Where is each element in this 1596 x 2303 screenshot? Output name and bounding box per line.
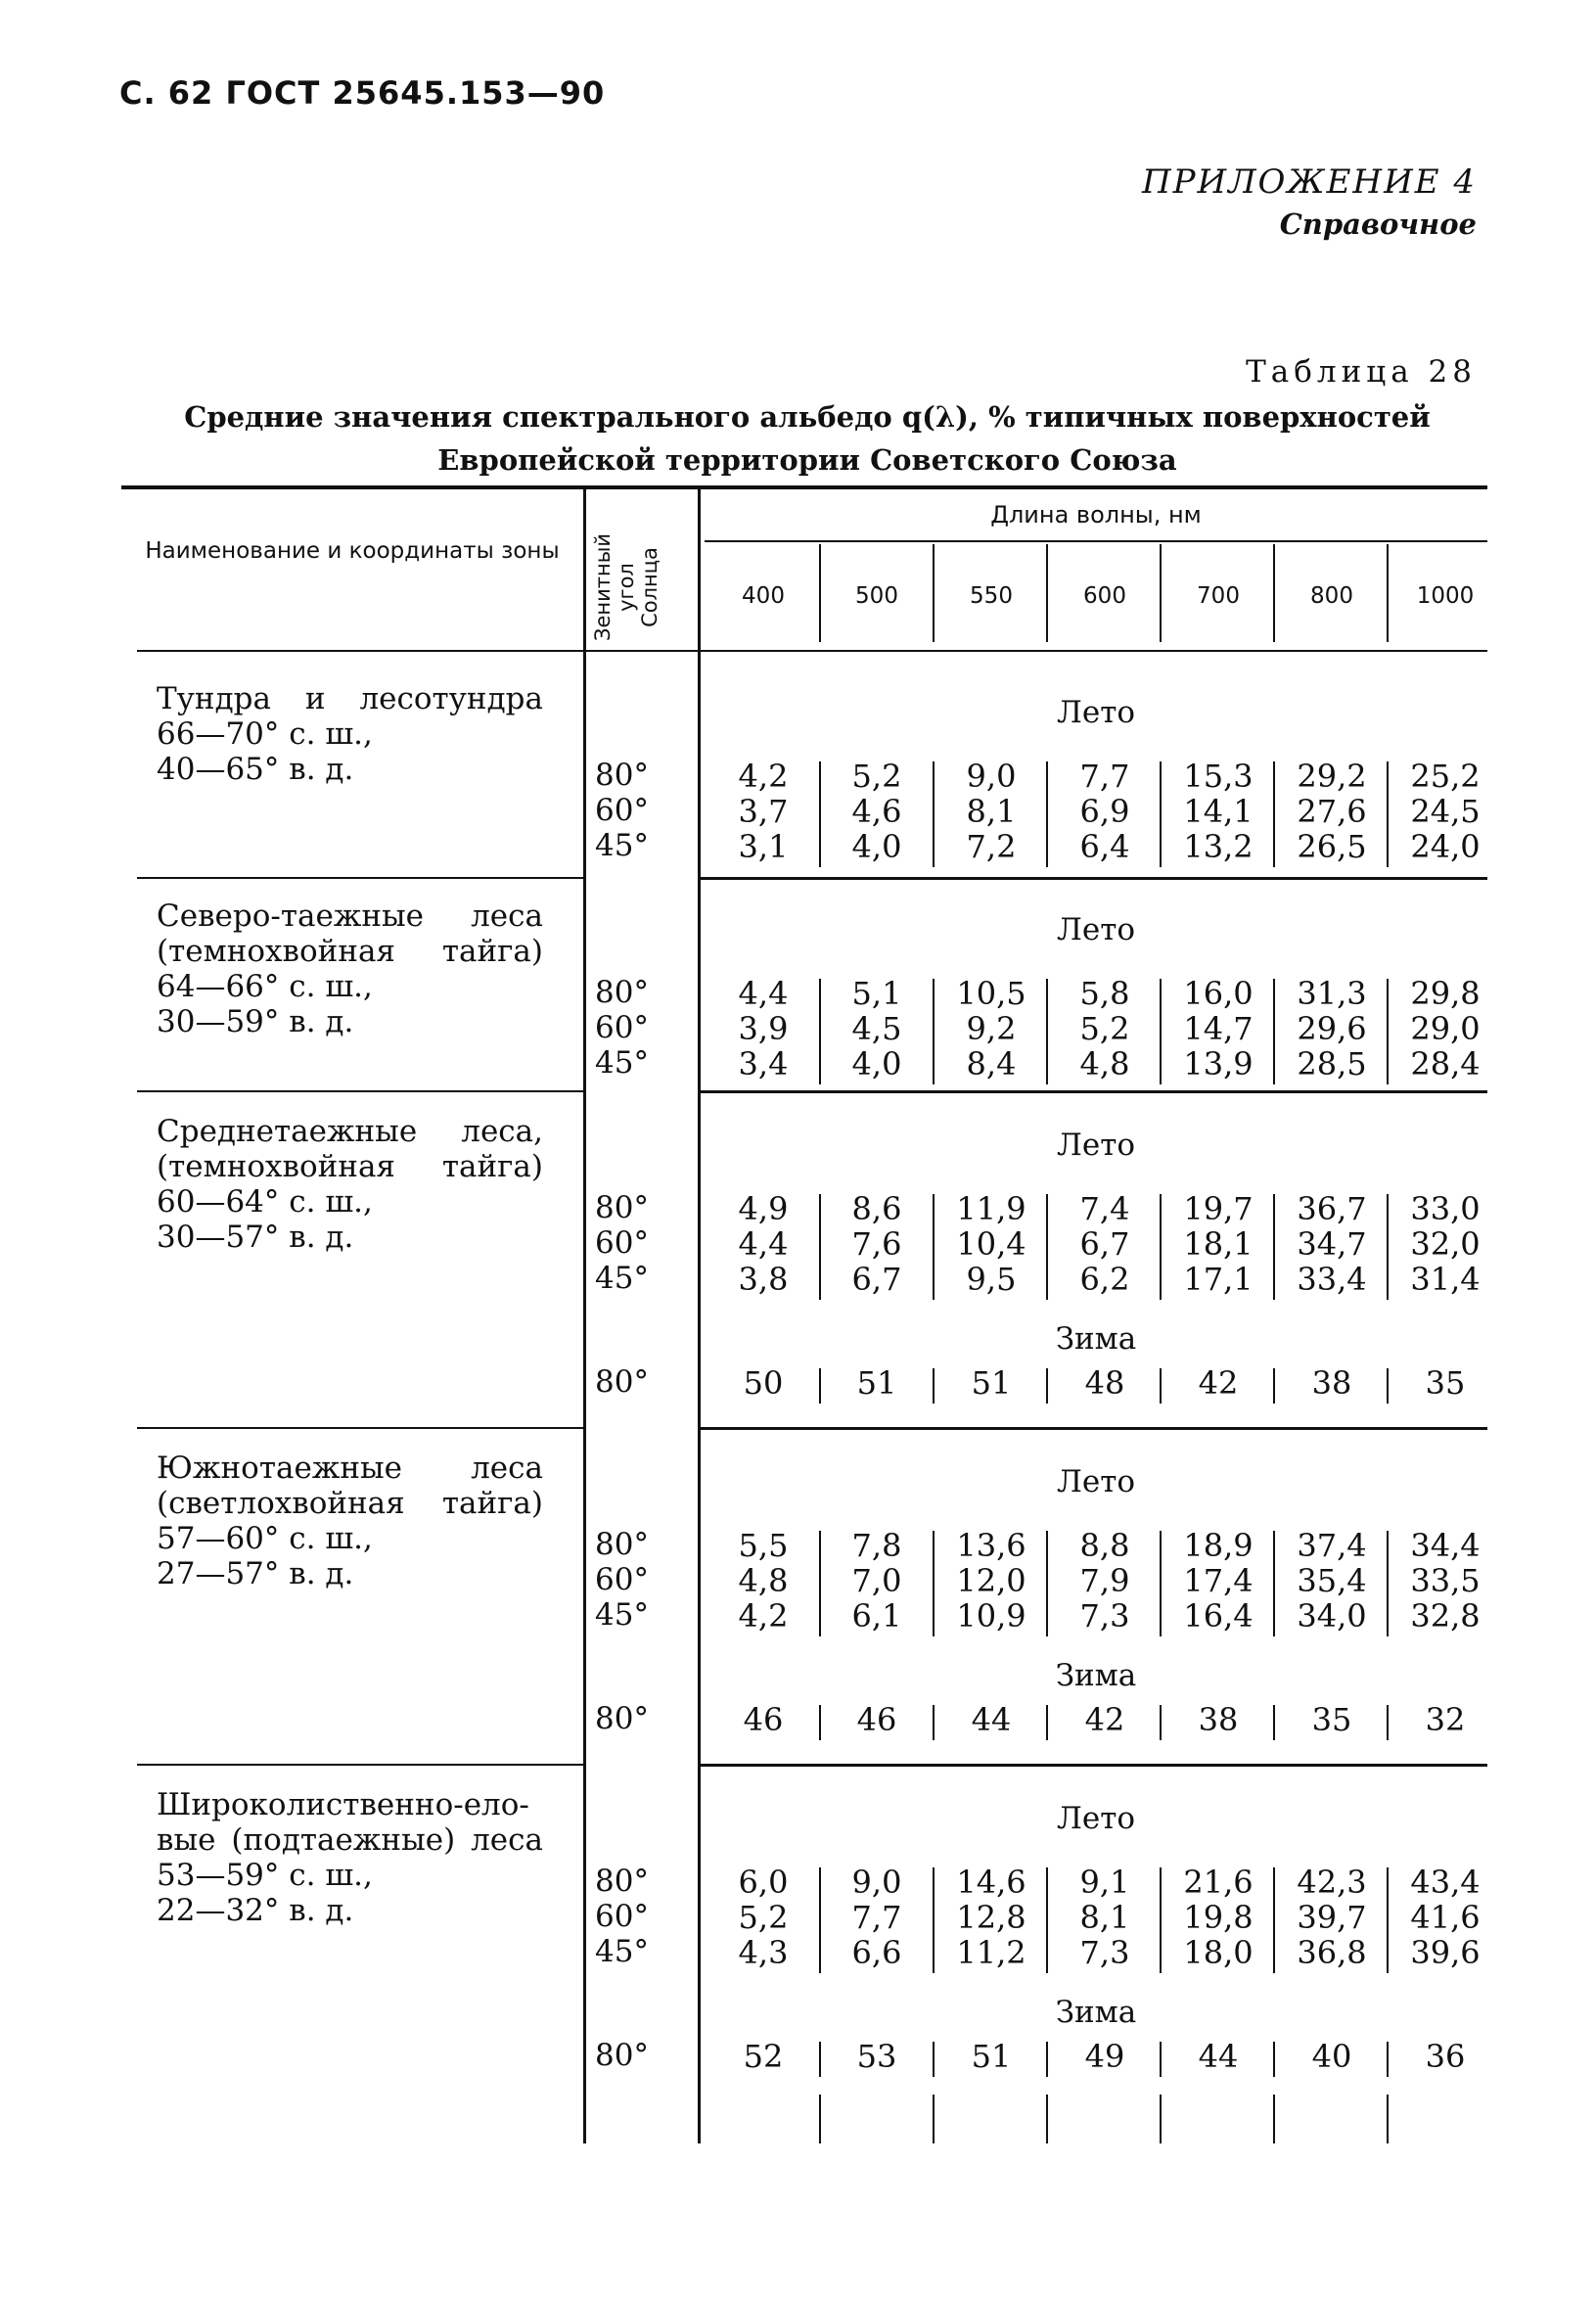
albedo-value: 13,2: [1183, 828, 1254, 865]
wavelength-header-separator: [933, 544, 935, 642]
albedo-value: 24,5: [1410, 793, 1481, 830]
albedo-value: 6,6: [851, 1934, 902, 1971]
zone-name-line: 30—59° в. д.: [157, 1004, 354, 1039]
albedo-value: 6,4: [1079, 828, 1130, 865]
zenith-angle: 80°: [595, 758, 649, 793]
albedo-value: 37,4: [1297, 1527, 1367, 1564]
albedo-value: 33,5: [1410, 1562, 1481, 1599]
zenith-angle: 45°: [595, 828, 649, 863]
albedo-value: 44: [971, 1701, 1012, 1738]
albedo-value: 46: [856, 1701, 897, 1738]
albedo-value: 6,7: [851, 1261, 902, 1298]
zone-name-line: Широколиственно-ело-: [157, 1787, 529, 1822]
albedo-value: 16,4: [1183, 1597, 1254, 1635]
albedo-value: 3,4: [738, 1045, 789, 1082]
albedo-value: 52: [743, 2038, 784, 2075]
albedo-value: 6,0: [738, 1864, 789, 1901]
albedo-value: 32,0: [1410, 1225, 1481, 1263]
albedo-value: 31,4: [1410, 1261, 1481, 1298]
albedo-value: 4,4: [738, 1225, 789, 1263]
table-top-rule: [121, 485, 1487, 489]
albedo-value: 15,3: [1183, 758, 1254, 795]
albedo-value: 6,1: [851, 1597, 902, 1635]
albedo-value: 5,5: [738, 1527, 789, 1564]
albedo-value: 38: [1311, 1364, 1352, 1402]
albedo-value: 12,8: [956, 1899, 1026, 1936]
albedo-value: 28,4: [1410, 1045, 1481, 1082]
appendix-subtitle: Справочное: [1279, 207, 1477, 241]
albedo-value: 31,3: [1297, 975, 1367, 1012]
header-zenith-column: Зенитный угол Солнца: [591, 533, 661, 641]
albedo-value: 42: [1084, 1701, 1125, 1738]
zone-name-line: вые (подтаежные) леса: [157, 1822, 543, 1858]
zone-name-line: (светлохвойная тайга): [157, 1486, 543, 1521]
albedo-value: 51: [971, 1364, 1012, 1402]
zone-divider-left: [137, 877, 583, 879]
zenith-angle: 60°: [595, 1225, 649, 1261]
albedo-value: 7,9: [1079, 1562, 1130, 1599]
albedo-value: 16,0: [1183, 975, 1254, 1012]
albedo-value: 7,7: [1079, 758, 1130, 795]
albedo-value: 11,9: [956, 1190, 1026, 1227]
season-label: Зима: [1055, 1658, 1137, 1693]
zone-divider-right: [701, 1764, 1487, 1767]
albedo-value: 5,8: [1079, 975, 1130, 1012]
appendix-title: ПРИЛОЖЕНИЕ 4: [1141, 162, 1477, 202]
albedo-value: 51: [856, 1364, 897, 1402]
albedo-value: 18,0: [1183, 1934, 1254, 1971]
albedo-value: 4,8: [1079, 1045, 1130, 1082]
albedo-value: 4,6: [851, 793, 902, 830]
zone-name-1: [157, 898, 543, 1039]
albedo-value: 29,0: [1410, 1010, 1481, 1047]
zone-name-line: 60—64° с. ш.,: [157, 1184, 373, 1220]
albedo-value: 11,2: [956, 1934, 1026, 1971]
albedo-value: 10,5: [956, 975, 1026, 1012]
albedo-value: 4,5: [851, 1010, 902, 1047]
zone-name-2: [157, 1114, 543, 1255]
albedo-value: 19,7: [1183, 1190, 1254, 1227]
season-label: Лето: [1056, 1464, 1136, 1499]
albedo-value: 29,2: [1297, 758, 1367, 795]
albedo-value: 38: [1198, 1701, 1239, 1738]
albedo-value: 35,4: [1297, 1562, 1367, 1599]
albedo-value: 13,6: [956, 1527, 1026, 1564]
albedo-value: 5,1: [851, 975, 902, 1012]
zenith-angle: 45°: [595, 1934, 649, 1969]
albedo-value: 33,0: [1410, 1190, 1481, 1227]
albedo-value: 4,2: [738, 1597, 789, 1635]
header-wavelength: Длина волны, нм: [990, 501, 1202, 529]
zenith-angle: 80°: [595, 1864, 649, 1899]
wavelength-header-3: 600: [1083, 583, 1126, 609]
albedo-value: 4,3: [738, 1934, 789, 1971]
albedo-value: 4,8: [738, 1562, 789, 1599]
albedo-value: 7,0: [851, 1562, 902, 1599]
albedo-value: 17,1: [1183, 1261, 1254, 1298]
season-label: Лето: [1056, 912, 1136, 947]
albedo-value: 7,4: [1079, 1190, 1130, 1227]
zenith-angle: 60°: [595, 1010, 649, 1045]
albedo-value: 8,4: [966, 1045, 1017, 1082]
zone-name-3: [157, 1451, 543, 1591]
albedo-value: 9,0: [966, 758, 1017, 795]
zenith-angle: 60°: [595, 1562, 649, 1597]
albedo-value: 26,5: [1297, 828, 1367, 865]
zone-divider-right: [701, 1090, 1487, 1093]
albedo-value: 36,8: [1297, 1934, 1367, 1971]
albedo-value: 48: [1084, 1364, 1125, 1402]
albedo-value: 51: [971, 2038, 1012, 2075]
albedo-value: 42: [1198, 1364, 1239, 1402]
albedo-value: 34,7: [1297, 1225, 1367, 1263]
caption-line-1: Средние значения спектрального альбедо q(λ), % типичных поверхностей: [184, 400, 1431, 434]
value-separator-tail: [1046, 2095, 1048, 2143]
zenith-angle: 80°: [595, 2038, 649, 2073]
albedo-value: 8,1: [1079, 1899, 1130, 1936]
header-zone-column: Наименование и координаты зоны: [145, 538, 560, 564]
page-header: С. 62 ГОСТ 25645.153—90: [119, 74, 606, 112]
wavelength-group-rule: [705, 540, 1487, 542]
albedo-value: 34,0: [1297, 1597, 1367, 1635]
albedo-value: 25,2: [1410, 758, 1481, 795]
zenith-right-rule: [698, 489, 701, 2143]
albedo-value: 32: [1425, 1701, 1466, 1738]
albedo-value: 35: [1425, 1364, 1466, 1402]
albedo-value: 29,8: [1410, 975, 1481, 1012]
albedo-value: 5,2: [1079, 1010, 1130, 1047]
header-bottom-rule: [137, 650, 1487, 652]
albedo-value: 18,1: [1183, 1225, 1254, 1263]
albedo-value: 8,6: [851, 1190, 902, 1227]
zone-name-0: [157, 681, 543, 787]
albedo-value: 41,6: [1410, 1899, 1481, 1936]
appendix-heading: [1142, 162, 1477, 241]
albedo-value: 33,4: [1297, 1261, 1367, 1298]
albedo-value: 50: [743, 1364, 784, 1402]
table-caption: [157, 395, 1458, 482]
albedo-value: 5,2: [851, 758, 902, 795]
zone-name-line: 53—59° с. ш.,: [157, 1858, 373, 1893]
albedo-value: 24,0: [1410, 828, 1481, 865]
albedo-value: 7,2: [966, 828, 1017, 865]
season-label: Лето: [1056, 695, 1136, 730]
albedo-value: 3,8: [738, 1261, 789, 1298]
albedo-value: 14,7: [1183, 1010, 1254, 1047]
albedo-value: 14,1: [1183, 793, 1254, 830]
albedo-value: 36,7: [1297, 1190, 1367, 1227]
albedo-value: 36: [1425, 2038, 1466, 2075]
albedo-value: 27,6: [1297, 793, 1367, 830]
zenith-angle: 80°: [595, 1190, 649, 1225]
season-label: Лето: [1056, 1801, 1136, 1836]
zenith-left-rule: [583, 489, 586, 2143]
albedo-value: 8,8: [1079, 1527, 1130, 1564]
albedo-value: 43,4: [1410, 1864, 1481, 1901]
albedo-value: 12,0: [956, 1562, 1026, 1599]
wavelength-header-2: 550: [970, 583, 1013, 609]
wavelength-header-1: 500: [855, 583, 898, 609]
wavelength-header-5: 800: [1310, 583, 1353, 609]
wavelength-header-6: 1000: [1416, 583, 1475, 609]
albedo-value: 19,8: [1183, 1899, 1254, 1936]
albedo-value: 6,9: [1079, 793, 1130, 830]
zenith-angle: 45°: [595, 1597, 649, 1633]
albedo-value: 3,9: [738, 1010, 789, 1047]
wavelength-header-separator: [1160, 544, 1162, 642]
zenith-angle: 60°: [595, 793, 649, 828]
albedo-value: 7,8: [851, 1527, 902, 1564]
albedo-value: 7,6: [851, 1225, 902, 1263]
value-separator-tail: [1387, 2095, 1389, 2143]
zone-divider-right: [701, 1427, 1487, 1430]
albedo-value: 14,6: [956, 1864, 1026, 1901]
zenith-angle: 80°: [595, 1527, 649, 1562]
season-label: Зима: [1055, 1995, 1137, 2030]
albedo-value: 32,8: [1410, 1597, 1481, 1635]
zenith-angle: 45°: [595, 1261, 649, 1296]
zone-name-line: 40—65° в. д.: [157, 752, 354, 787]
zone-name-line: 66—70° с. ш.,: [157, 716, 373, 752]
zone-name-line: Южнотаежные леса: [157, 1451, 543, 1486]
zone-divider-left: [137, 1764, 583, 1766]
albedo-value: 17,4: [1183, 1562, 1254, 1599]
albedo-value: 6,7: [1079, 1225, 1130, 1263]
value-separator-tail: [1160, 2095, 1162, 2143]
zone-divider-left: [137, 1427, 583, 1429]
albedo-value: 9,5: [966, 1261, 1017, 1298]
value-separator-tail: [933, 2095, 935, 2143]
zenith-angle: 80°: [595, 1364, 649, 1400]
albedo-value: 29,6: [1297, 1010, 1367, 1047]
zone-name-line: 22—32° в. д.: [157, 1893, 354, 1928]
value-separator-tail: [819, 2095, 821, 2143]
albedo-value: 5,2: [738, 1899, 789, 1936]
albedo-value: 4,4: [738, 975, 789, 1012]
wavelength-header-separator: [1387, 544, 1389, 642]
zone-name-line: 30—57° в. д.: [157, 1220, 354, 1255]
albedo-value: 44: [1198, 2038, 1239, 2075]
albedo-value: 13,9: [1183, 1045, 1254, 1082]
zone-name-line: Тундра и лесотундра: [157, 681, 543, 716]
zone-divider-right: [701, 877, 1487, 880]
zone-name-line: 27—57° в. д.: [157, 1556, 354, 1591]
wavelength-header-0: 400: [742, 583, 785, 609]
zenith-angle: 60°: [595, 1899, 649, 1934]
zone-name-4: [157, 1787, 543, 1928]
zone-name-line: Северо-таежные леса: [157, 898, 543, 934]
albedo-value: 10,4: [956, 1225, 1026, 1263]
albedo-value: 3,7: [738, 793, 789, 830]
albedo-value: 35: [1311, 1701, 1352, 1738]
zone-name-line: (темнохвойная тайга): [157, 1149, 543, 1184]
wavelength-header-4: 700: [1197, 583, 1240, 609]
season-label: Лето: [1056, 1128, 1136, 1163]
albedo-value: 9,2: [966, 1010, 1017, 1047]
albedo-value: 42,3: [1297, 1864, 1367, 1901]
albedo-value: 39,7: [1297, 1899, 1367, 1936]
albedo-value: 9,1: [1079, 1864, 1130, 1901]
albedo-value: 4,0: [851, 1045, 902, 1082]
wavelength-header-separator: [1046, 544, 1048, 642]
zone-divider-left: [137, 1090, 583, 1092]
albedo-value: 40: [1311, 2038, 1352, 2075]
albedo-value: 8,1: [966, 793, 1017, 830]
albedo-value: 46: [743, 1701, 784, 1738]
table-label: Таблица 28: [1246, 354, 1477, 390]
zenith-angle: 45°: [595, 1045, 649, 1081]
zone-name-line: 57—60° с. ш.,: [157, 1521, 373, 1556]
albedo-value: 7,3: [1079, 1934, 1130, 1971]
albedo-value: 3,1: [738, 828, 789, 865]
season-label: Зима: [1055, 1321, 1137, 1357]
albedo-value: 6,2: [1079, 1261, 1130, 1298]
zenith-angle: 80°: [595, 1701, 649, 1736]
wavelength-header-separator: [1273, 544, 1275, 642]
caption-line-2: Европейской территории Советского Союза: [437, 443, 1177, 477]
albedo-value: 34,4: [1410, 1527, 1481, 1564]
zenith-angle: 80°: [595, 975, 649, 1010]
albedo-value: 18,9: [1183, 1527, 1254, 1564]
zone-name-line: (темнохвойная тайга): [157, 934, 543, 969]
albedo-value: 21,6: [1183, 1864, 1254, 1901]
albedo-value: 53: [856, 2038, 897, 2075]
albedo-value: 4,2: [738, 758, 789, 795]
albedo-value: 49: [1084, 2038, 1125, 2075]
zone-name-line: 64—66° с. ш.,: [157, 969, 373, 1004]
albedo-value: 9,0: [851, 1864, 902, 1901]
albedo-value: 4,9: [738, 1190, 789, 1227]
albedo-value: 7,3: [1079, 1597, 1130, 1635]
albedo-value: 10,9: [956, 1597, 1026, 1635]
albedo-value: 28,5: [1297, 1045, 1367, 1082]
wavelength-header-separator: [819, 544, 821, 642]
albedo-value: 39,6: [1410, 1934, 1481, 1971]
albedo-value: 7,7: [851, 1899, 902, 1936]
albedo-value: 4,0: [851, 828, 902, 865]
value-separator-tail: [1273, 2095, 1275, 2143]
zone-name-line: Среднетаежные леса,: [157, 1114, 543, 1149]
